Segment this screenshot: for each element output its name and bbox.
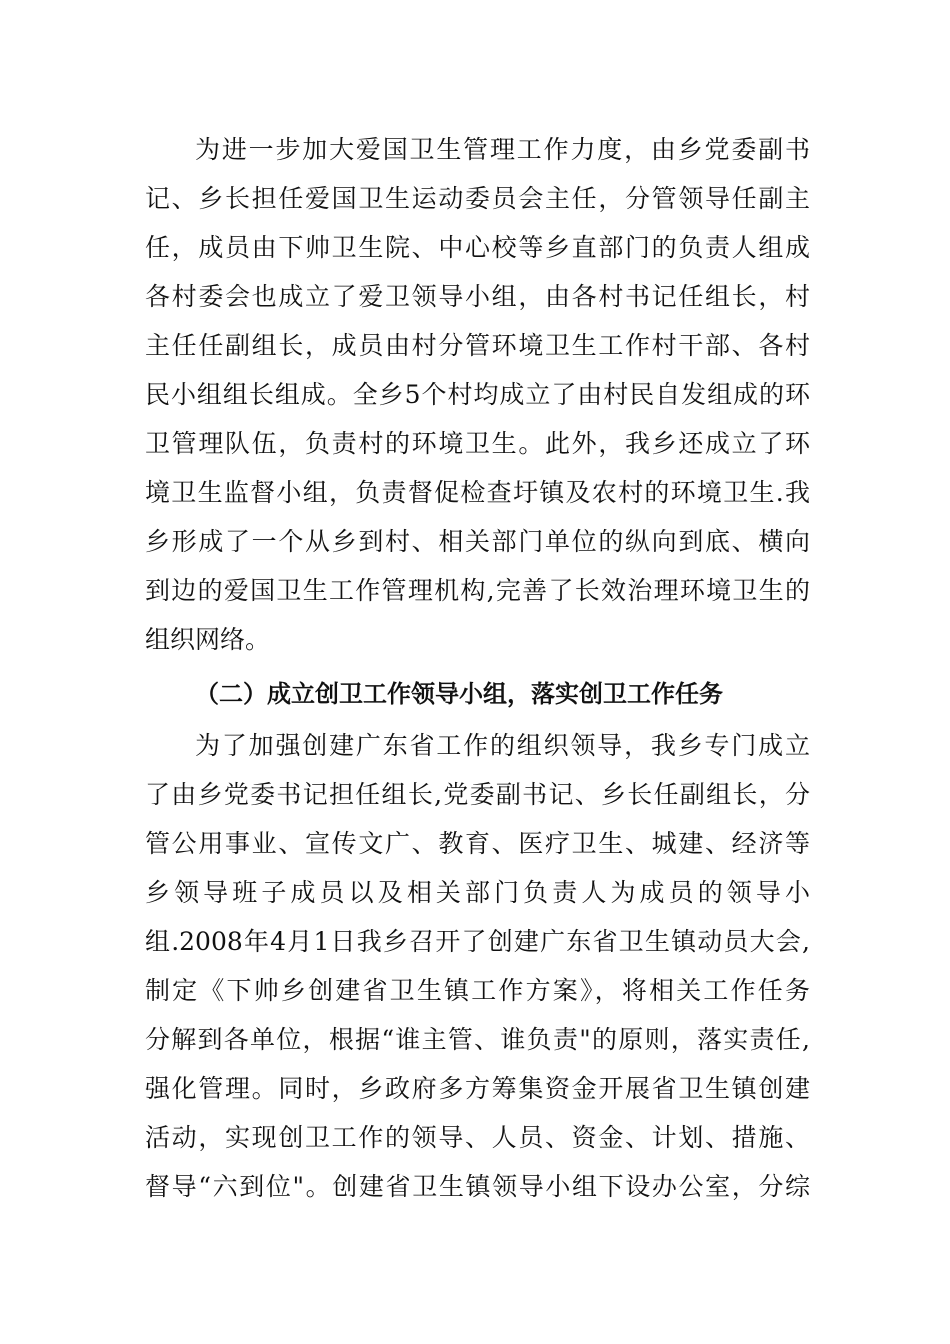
paragraph-1-line-3: 任，成员由下帅卫生院、中心校等乡直部门的负责人组成 — [145, 233, 810, 262]
paragraph-2-line-9: 活动，实现创卫工作的领导、人员、资金、计划、措施、 — [145, 1123, 810, 1152]
paragraph-1-line-1: 为进一步加大爱国卫生管理工作力度，由乡党委副书 — [195, 135, 810, 164]
paragraph-1-line-6: 民小组组长组成。全乡5个村均成立了由村民自发组成的环 — [145, 380, 810, 409]
paragraph-1-line-8: 境卫生监督小组，负责督促检查圩镇及农村的环境卫生.我 — [145, 478, 810, 507]
paragraph-2-line-1: 为了加强创建广东省工作的组织领导，我乡专门成立 — [195, 731, 810, 760]
paragraph-1-line-9: 乡形成了一个从乡到村、相关部门单位的纵向到底、横向 — [145, 527, 810, 556]
paragraph-2-line-3: 管公用事业、宣传文广、教育、医疗卫生、城建、经济等 — [145, 829, 810, 858]
section-heading: （二）成立创卫工作领导小组，落实创卫工作任务 — [195, 680, 723, 708]
paragraph-2-line-10: 督导“六到位"。创建省卫生镇领导小组下设办公室，分综 — [145, 1172, 810, 1201]
paragraph-1-line-7: 卫管理队伍，负责村的环境卫生。此外，我乡还成立了环 — [145, 429, 810, 458]
paragraph-2-line-2: 了由乡党委书记担任组长,党委副书记、乡长任副组长，分 — [145, 780, 810, 809]
paragraph-2-line-8: 强化管理。同时，乡政府多方筹集资金开展省卫生镇创建 — [145, 1074, 810, 1103]
paragraph-1-line-4: 各村委会也成立了爱卫领导小组，由各村书记任组长，村 — [145, 282, 810, 311]
paragraph-1-line-10: 到边的爱国卫生工作管理机构,完善了长效治理环境卫生的 — [145, 576, 810, 605]
paragraph-1-line-2: 记、乡长担任爱国卫生运动委员会主任，分管领导任副主 — [145, 184, 810, 213]
paragraph-2-line-7: 分解到各单位，根据“谁主管、谁负责"的原则，落实责任, — [145, 1025, 810, 1054]
paragraph-2-line-4: 乡领导班子成员以及相关部门负责人为成员的领导小 — [145, 878, 810, 907]
paragraph-1-line-5: 主任任副组长，成员由村分管环境卫生工作村干部、各村 — [145, 331, 810, 360]
paragraph-1-line-11: 组织网络。 — [145, 625, 271, 654]
paragraph-2-line-5: 组.2008年4月1日我乡召开了创建广东省卫生镇动员大会, — [145, 927, 810, 956]
paragraph-2-line-6: 制定《下帅乡创建省卫生镇工作方案》，将相关工作任务 — [145, 976, 810, 1005]
